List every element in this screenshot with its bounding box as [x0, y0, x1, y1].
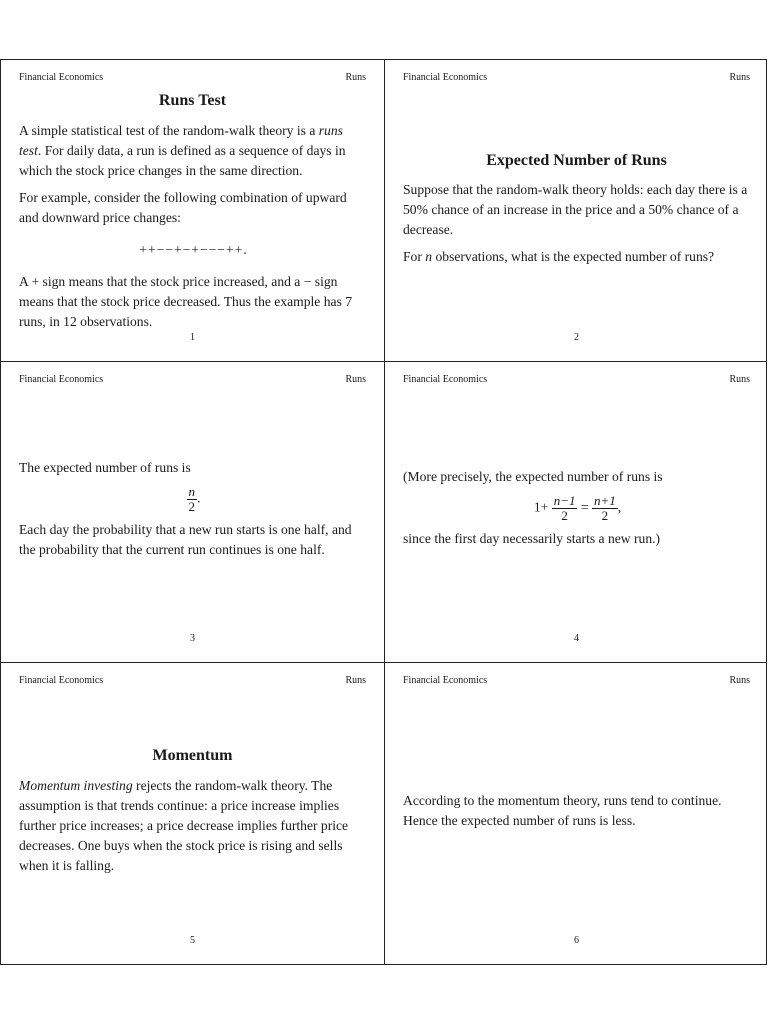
slide-header [403, 72, 750, 86]
text: A simple statistical test of the random-walk theory is a [19, 123, 319, 138]
paragraph [403, 247, 752, 267]
text: observations, what is the expected number of runs? [432, 249, 715, 264]
punctuation: . [197, 490, 201, 506]
slide-body [403, 467, 752, 556]
header-course: Financial Economics [403, 72, 488, 83]
fraction [552, 494, 578, 523]
page-number: 1 [190, 332, 195, 343]
formula-term: 1+ [533, 499, 549, 515]
header-course: Financial Economics [403, 374, 488, 385]
page-number: 5 [190, 935, 195, 946]
denominator: 2 [592, 508, 618, 523]
header-course: Financial Economics [19, 374, 104, 385]
header-topic: Runs [345, 72, 366, 83]
paragraph: A + sign means that the stock price increased, and a − sign means that the stock price decreased. Thus the example has 7 runs, in 12 observations. [19, 274, 353, 329]
paragraph: Each day the probability that a new run starts is one half, and the probability that the current run continues is one half. [19, 522, 352, 557]
slide-header [19, 675, 366, 689]
emphasis: Momentum investing [19, 778, 133, 793]
emphasis: runs test [19, 123, 343, 158]
page-number: 4 [574, 633, 579, 644]
header-topic: Runs [345, 374, 366, 385]
slide-title: Runs Test [158, 92, 227, 109]
header-topic: Runs [729, 72, 750, 83]
header-course: Financial Economics [403, 675, 488, 686]
paragraph: For example, consider the following combination of upward and downward price changes: [19, 190, 347, 225]
sign-sequence: ++−−+−+−−−++. [139, 242, 248, 257]
slide-header [19, 374, 366, 388]
paragraph: (More precisely, the expected number of runs is [403, 469, 663, 484]
punctuation: , [617, 499, 622, 515]
page-number: 6 [574, 935, 579, 946]
page-number: 3 [190, 633, 195, 644]
header-topic: Runs [345, 675, 366, 686]
paragraph: Suppose that the random-walk theory holds: each day there is a 50% chance of an increase in the price and a 50% chance of a decrease. [403, 182, 748, 237]
header-topic: Runs [729, 675, 750, 686]
text: For [403, 249, 426, 264]
numerator: n+1 [593, 493, 616, 508]
header-course: Financial Economics [19, 72, 104, 83]
slide-body [19, 776, 368, 883]
paragraph [19, 776, 368, 876]
page-number: 2 [574, 332, 579, 343]
slide-1 [1, 60, 384, 361]
header-topic: Runs [729, 374, 750, 385]
slide-title: Momentum [152, 747, 233, 764]
slide-body [403, 791, 752, 838]
slide-6 [385, 663, 768, 964]
slide-title: Expected Number of Runs [486, 152, 667, 169]
slide-header [403, 675, 750, 689]
paragraph [19, 121, 368, 181]
paragraph: According to the momentum theory, runs tend to continue. Hence the expected number of runs is less. [403, 793, 722, 828]
slide-2 [385, 60, 768, 361]
denominator: 2 [552, 508, 578, 523]
numerator: n [188, 484, 196, 499]
paragraph: The expected number of runs is [19, 460, 191, 475]
slide-body [403, 180, 752, 274]
text: rejects the random-walk theory. The assumption is that trends continue: a price increase implies further price increases; a price decrease implies further price decreases. One buys when the stock price is rising and sells when it is falling. [19, 778, 349, 873]
denominator: 2 [188, 499, 196, 514]
equals-sign: = [580, 499, 589, 515]
slide-4 [385, 362, 768, 662]
text: . For daily data, a run is defined as a sequence of days in which the stock price changes in the same direction. [19, 143, 346, 178]
paragraph: since the first day necessarily starts a new run.) [403, 531, 661, 546]
fraction [592, 494, 618, 523]
slide-grid [0, 59, 767, 965]
fraction [187, 484, 201, 514]
slide-header [19, 72, 366, 86]
variable: n [425, 249, 433, 264]
slide-body [19, 458, 368, 567]
numerator: n−1 [553, 493, 576, 508]
formula [403, 494, 752, 523]
header-course: Financial Economics [19, 675, 104, 686]
slide-body [19, 121, 368, 339]
slide-header [403, 374, 750, 388]
slide-5 [1, 663, 384, 964]
formula [19, 485, 368, 514]
slide-3 [1, 362, 384, 662]
